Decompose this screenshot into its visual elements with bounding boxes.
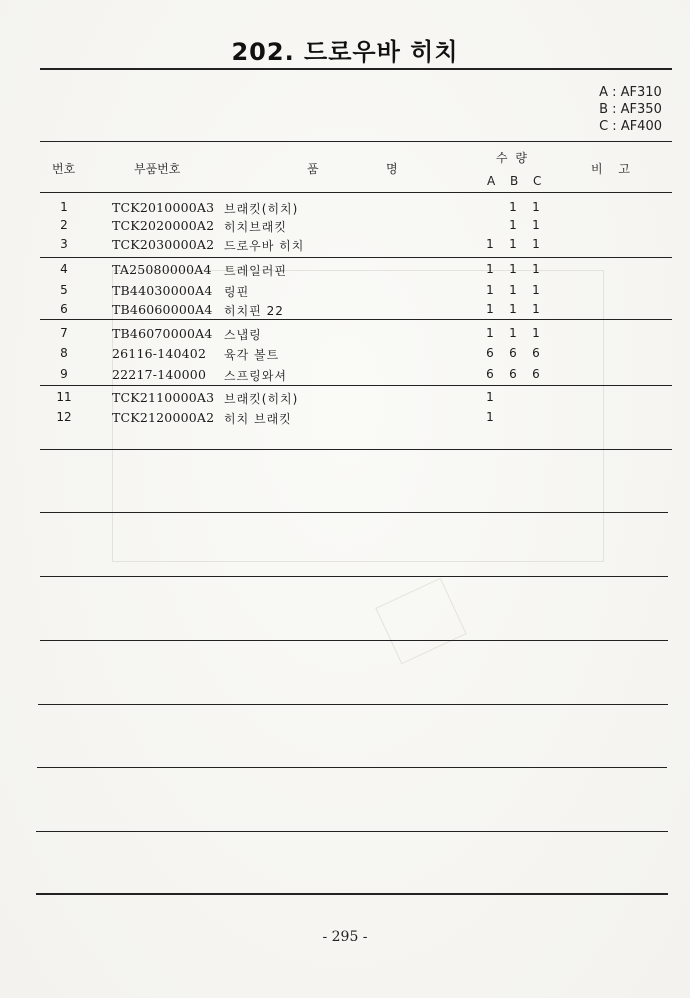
row-part-name: 드로우바 히치	[224, 239, 305, 253]
group-rule	[40, 319, 672, 320]
title-rule	[40, 68, 672, 70]
header-no: 번호	[52, 162, 76, 176]
header-name-1: 품	[307, 162, 319, 176]
header-part-no: 부품번호	[134, 162, 181, 176]
empty-rule	[40, 640, 668, 641]
row-qty-b: 1	[509, 237, 517, 251]
model-c: C : AF400	[599, 119, 662, 134]
row-qty-a: 1	[486, 302, 494, 316]
bottom-rule	[36, 893, 668, 895]
row-number: 3	[60, 237, 68, 251]
header-bottom-rule	[40, 192, 672, 193]
row-qty-a: 1	[486, 390, 494, 404]
empty-rule	[36, 831, 668, 832]
row-qty-a: 1	[486, 326, 494, 340]
row-part-number: TCK2030000A2	[112, 237, 215, 252]
row-part-name: 히치핀 22	[224, 304, 284, 318]
row-part-name: 스냅링	[224, 328, 262, 342]
row-number: 11	[56, 390, 72, 404]
group-rule	[40, 257, 672, 258]
row-qty-b: 6	[509, 367, 517, 381]
row-number: 7	[60, 326, 68, 340]
model-b: B : AF350	[599, 102, 662, 117]
row-part-name: 브래킷(히치)	[224, 202, 299, 216]
page-number: - 295 -	[322, 929, 368, 945]
row-qty-b: 1	[509, 262, 517, 276]
row-qty-b: 1	[509, 283, 517, 297]
row-part-number: TCK2120000A2	[112, 410, 215, 425]
page-title: 202. 드로우바 히치	[231, 38, 459, 66]
row-qty-a: 6	[486, 346, 494, 360]
row-part-name: 육각 볼트	[224, 348, 280, 362]
row-qty-b: 1	[509, 326, 517, 340]
row-qty-b: 1	[509, 218, 517, 232]
empty-rule	[38, 704, 668, 705]
row-number: 12	[56, 410, 72, 424]
row-part-name: 히치브래킷	[224, 220, 287, 234]
row-qty-c: 1	[532, 237, 540, 251]
row-qty-c: 1	[532, 200, 540, 214]
header-qty-a: A	[487, 174, 496, 188]
row-part-number: 22217-140000	[112, 367, 207, 382]
row-qty-c: 1	[532, 326, 540, 340]
group-rule	[40, 449, 672, 450]
row-qty-c: 1	[532, 218, 540, 232]
header-qty-c: C	[533, 174, 542, 188]
row-part-number: TA25080000A4	[112, 262, 212, 277]
row-number: 9	[60, 367, 68, 381]
row-part-number: TB44030000A4	[112, 283, 213, 298]
row-part-name: 링핀	[224, 285, 250, 299]
row-number: 5	[60, 283, 68, 297]
row-part-number: 26116-140402	[112, 346, 207, 361]
row-number: 6	[60, 302, 68, 316]
header-top-rule	[40, 141, 672, 142]
empty-rule	[37, 767, 667, 768]
row-part-number: TCK2010000A3	[112, 200, 215, 215]
row-qty-a: 1	[486, 410, 494, 424]
header-remarks: 비 고	[591, 162, 636, 176]
row-number: 1	[60, 200, 68, 214]
model-a: A : AF310	[599, 85, 662, 100]
header-name-2: 명	[386, 162, 398, 176]
row-qty-a: 1	[486, 283, 494, 297]
row-qty-c: 1	[532, 283, 540, 297]
row-number: 2	[60, 218, 68, 232]
row-part-name: 브래킷(히치)	[224, 392, 299, 406]
row-qty-c: 1	[532, 302, 540, 316]
row-qty-c: 6	[532, 367, 540, 381]
row-part-number: TCK2020000A2	[112, 218, 215, 233]
row-qty-b: 6	[509, 346, 517, 360]
row-number: 4	[60, 262, 68, 276]
row-qty-c: 1	[532, 262, 540, 276]
header-qty: 수 량	[496, 151, 529, 165]
row-part-name: 트레일러핀	[224, 264, 287, 278]
row-qty-b: 1	[509, 302, 517, 316]
row-part-number: TB46060000A4	[112, 302, 213, 317]
model-legend	[599, 84, 662, 135]
row-part-name: 스프링와셔	[224, 369, 287, 383]
empty-rule	[40, 512, 668, 513]
row-qty-c: 6	[532, 346, 540, 360]
row-part-number: TCK2110000A3	[112, 390, 215, 405]
row-part-number: TB46070000A4	[112, 326, 213, 341]
group-rule	[40, 385, 672, 386]
row-part-name: 히치 브래킷	[224, 412, 292, 426]
row-number: 8	[60, 346, 68, 360]
header-qty-b: B	[510, 174, 519, 188]
empty-rule	[40, 576, 668, 577]
row-qty-b: 1	[509, 200, 517, 214]
row-qty-a: 1	[486, 262, 494, 276]
row-qty-a: 6	[486, 367, 494, 381]
row-qty-a: 1	[486, 237, 494, 251]
